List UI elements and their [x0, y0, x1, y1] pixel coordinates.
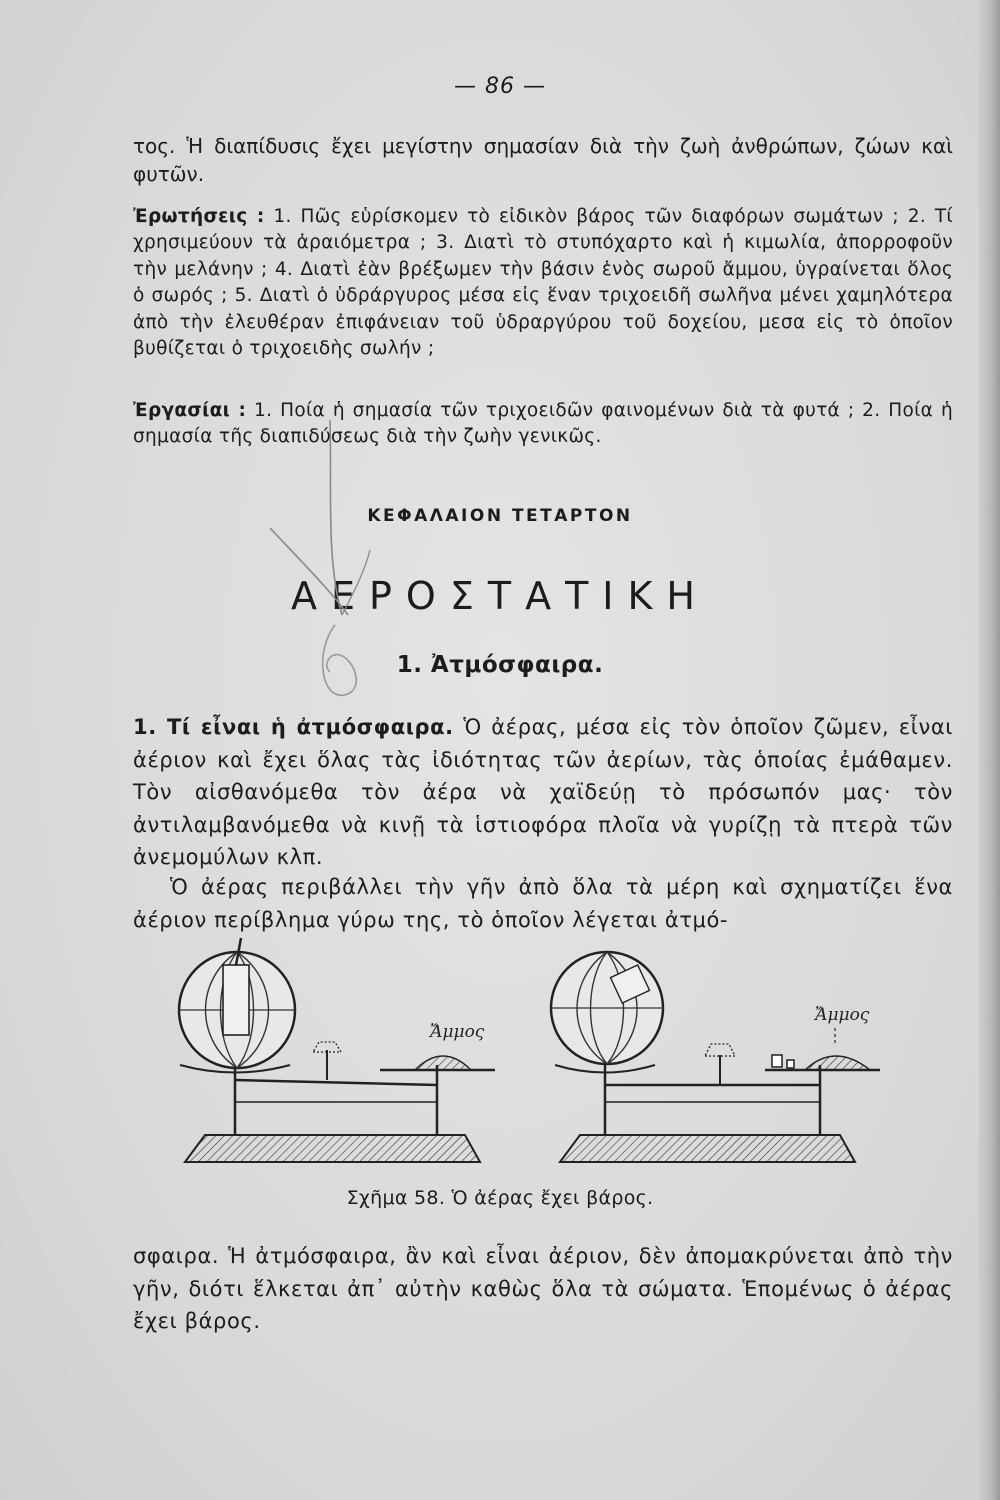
body-paragraph-1-lead: 1. Τί εἶναι ἡ ἀτμόσφαιρα. — [133, 715, 454, 739]
pencil-marks — [260, 410, 400, 710]
exercises-heading: Ἐργασίαι : — [133, 400, 247, 421]
right-balance — [551, 952, 880, 1162]
exercises-paragraph — [133, 398, 953, 451]
left-balance — [179, 938, 495, 1162]
chapter-title: ΑΕΡΟΣΤΑΤΙΚΗ — [291, 574, 709, 618]
body-paragraph-1 — [133, 711, 953, 874]
right-sand-label: Ἄμμος — [815, 1005, 870, 1025]
questions-heading: Ἐρωτήσεις : — [133, 206, 265, 227]
page-edge — [978, 0, 1000, 1500]
page-number: — 86 — — [454, 74, 546, 99]
section-heading: 1. Ἀτμόσφαιρα. — [396, 652, 604, 678]
body-paragraph-3: σφαιρα. Ἡ ἀτμόσφαιρα, ἂν καὶ εἶναι ἀέριον, δὲν ἀπομακρύνεται ἀπὸ τὴν γῆν, διότι ἕλκεται ἀπ᾿ αὐτὴν καθὼς ὅλα τὰ σώματα. Ἑπομένως ὁ ἀέρας ἔχει βάρος. — [133, 1244, 953, 1333]
exercises-text: 1. Ποία ἡ σημασία τῶν τριχοειδῶν φαινομένων διὰ τὰ φυτά ; 2. Ποία ἡ σημασία τῆς διαπιδύσεως διὰ τὴν ζωὴν γενικῶς. — [133, 400, 953, 448]
questions-paragraph — [133, 204, 953, 362]
body-paragraph-2: Ὁ ἀέρας περιβάλλει τὴν γῆν ἀπὸ ὅλα τὰ μέρη καὶ σχηματίζει ἕνα ἀέριον περίβλημα γύρω της, τὸ ὁποῖον λέγεται ἀτμό- — [133, 875, 953, 932]
left-sand-label: Ἄμμος — [430, 1022, 485, 1042]
intro-paragraph: τος. Ἡ διαπίδυσις ἔχει μεγίστην σημασίαν διὰ τὴν ζωὴ ἀνθρώπων, ζώων καὶ φυτῶν. — [133, 134, 953, 187]
figure-caption: Σχῆμα 58. Ὁ ἀέρας ἔχει βάρος. — [346, 1187, 654, 1209]
questions-text: 1. Πῶς εὑρίσκομεν τὸ εἰδικὸν βάρος τῶν διαφόρων σωμάτων ; 2. Τί χρησιμεύουν τὰ ἀραιόμετρα ; 3. Διατὶ τὸ στυπόχαρτο καὶ ἡ κιμωλία, ἀπορροφοῦν τὴν μελάνην ; 4. Διατὶ ἐὰν βρέξωμεν τὴν βάσιν ἑνὸς σωροῦ ἄμμου, ὑγραίνεται ὅλος ὁ σωρός ; 5. Διατὶ ὁ ὑδράργυρος μέσα εἰς ἕναν τριχοειδῆ σωλῆνα μένει χαμηλότερα ἀπὸ τὴν ἐλευθέραν ἐπιφάνειαν τοῦ ὑδραργύρου τοῦ δοχείου, μεσα εἰς τὸ ὁποῖον βυθίζεται ὁ τριχοειδὴς σωλήν ; — [133, 206, 953, 360]
figure-balances — [175, 930, 895, 1170]
body-paragraph-1-text: Ὁ ἀέρας, μέσα εἰς τὸν ὁποῖον ζῶμεν, εἶναι ἀέριον καὶ ἔχει ὅλας τὰς ἰδιότητας τῶν ἀερίων, τὰς ὁποίας ἐμάθαμεν. Τὸν αἰσθανόμεθα τὸν ἀέρα νὰ χαϊδεύῃ τὸ πρόσωπόν μας· τὸν ἀντιλαμβανόμεθα νὰ κινῇ τὰ ἱστιοφόρα πλοῖα νὰ γυρίζῃ τὰ πτερὰ τῶν ἀνεμομύλων κλπ. — [133, 715, 953, 869]
chapter-heading: ΚΕΦΑΛΑΙΟΝ ΤΕΤΑΡΤΟΝ — [367, 506, 633, 526]
